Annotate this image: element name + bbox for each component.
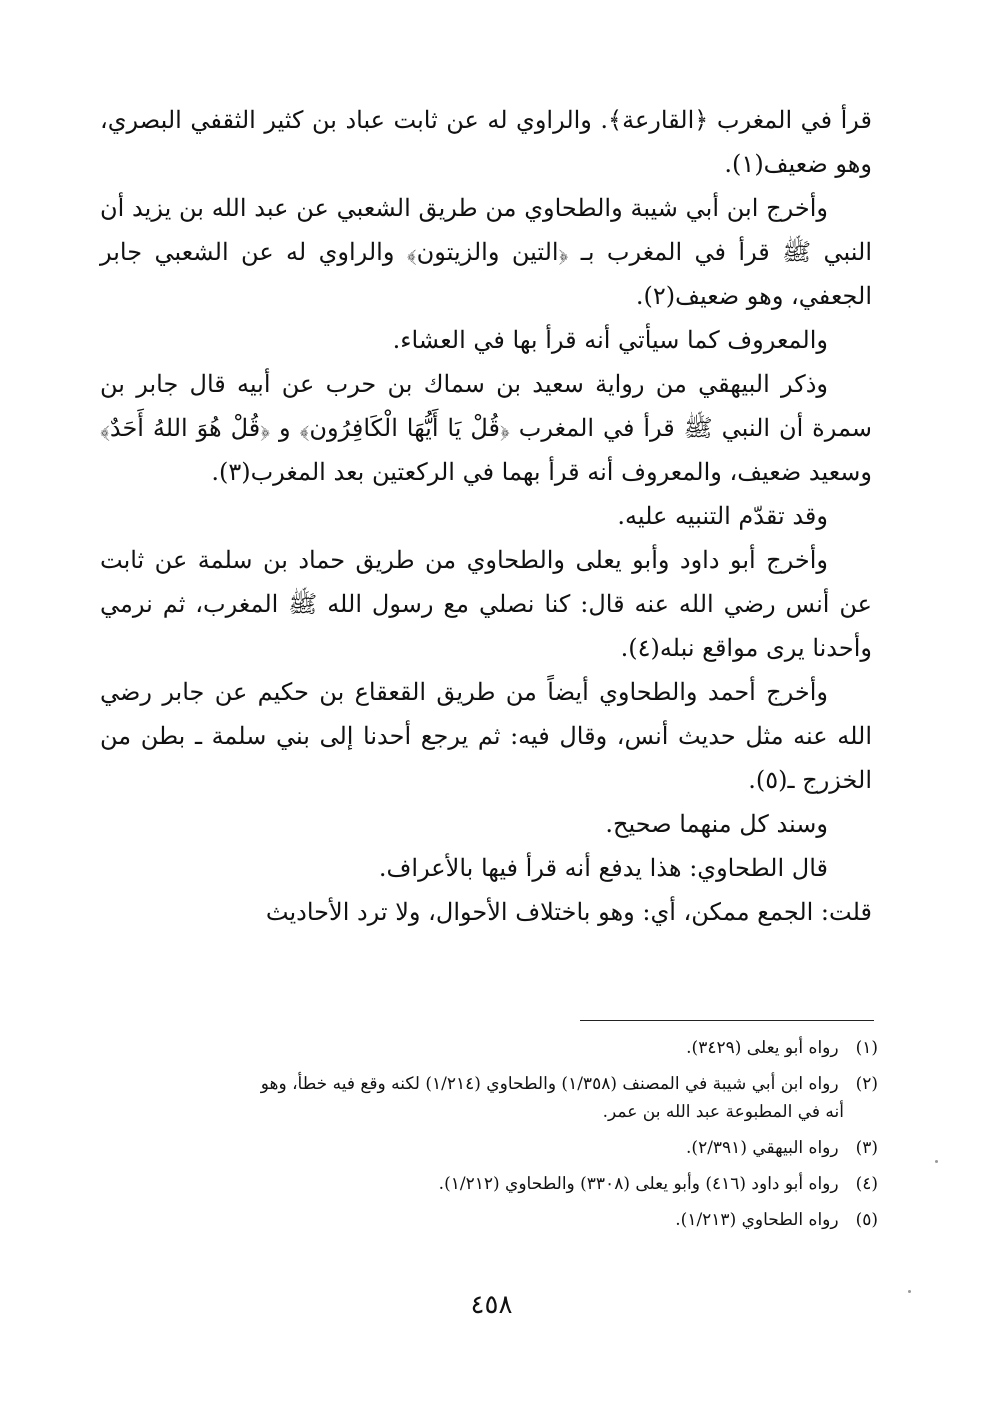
footnote-text: رواه البيهقي (٢/٣٩١). [686,1138,839,1158]
paragraph-8: وسند كل منهما صحيح. [605,810,828,838]
footnote-4 [100,1170,878,1198]
footnote-number: (٤) [855,1174,878,1194]
footnote-separator [580,1020,874,1021]
paragraph-2: وأخرج ابن أبي شيبة والطحاوي من طريق الشعبي عن عبد الله بن يزيد أن النبي ﷺ قرأ في المغرب بـ ﴿التين والزيتون﴾ والراوي له عن الشعبي جابر الجعفي، وهو ضعيف(٢). [100,194,872,310]
footnote-text: رواه الطحاوي (١/٢١٣). [675,1210,839,1230]
paragraph-6: وأخرج أبو داود وأبو يعلى والطحاوي من طريق حماد بن سلمة عن ثابت عن أنس رضي الله عنه قال: كنا نصلي مع رسول الله ﷺ المغرب، ثم نرمي وأحدنا يرى مواقع نبله(٤). [100,546,872,662]
scan-speck [935,1160,938,1163]
paragraph-7: وأخرج أحمد والطحاوي أيضاً من طريق القعقاع بن حكيم عن جابر رضي الله عنه مثل حديث أنس، وقال فيه: ثم يرجع أحدنا إلى بني سلمة ـ بطن من الخزرج ـ(٥). [100,678,872,794]
page-number: ٤٥٨ [470,1290,513,1320]
paragraph-5: وقد تقدّم التنبيه عليه. [617,502,828,530]
paragraph-1: قرأ في المغرب ﴿القارعة﴾. والراوي له عن ثابت عباد بن كثير الثقفي البصري، وهو ضعيف(١). [100,106,872,178]
footnote-2 [100,1070,878,1126]
footnote-1 [100,1034,878,1062]
paragraph-10: قلت: الجمع ممكن، أي: وهو باختلاف الأحوال، ولا ترد الأحاديث [265,898,872,926]
footnote-5 [100,1206,878,1234]
paragraph-4: وذكر البيهقي من رواية سعيد بن سماك بن حرب عن أبيه قال جابر بن سمرة أن النبي ﷺ قرأ في المغرب ﴿قُلْ يَا أَيُّهَا الْكَافِرُون﴾ و ﴿قُلْ هُوَ اللهُ أَحَدٌ﴾ وسعيد ضعيف، والمعروف أنه قرأ بهما في الركعتين بعد المغرب(٣). [100,370,872,486]
footnote-number: (٥) [855,1210,878,1230]
footnote-text: رواه أبو داود (٤١٦) وأبو يعلى (٣٣٠٨) والطحاوي (١/٢١٢). [438,1174,839,1194]
paragraph-3: والمعروف كما سيأتي أنه قرأ بها في العشاء. [392,326,828,354]
paragraph-9: قال الطحاوي: هذا يدفع أنه قرأ فيها بالأعراف. [378,854,828,882]
footnote-number: (٢) [855,1074,878,1094]
footnote-number: (٣) [855,1138,878,1158]
footnote-number: (١) [855,1038,878,1058]
footnote-text: رواه أبو يعلى (٣٤٢٩). [686,1038,839,1058]
main-text [100,98,872,934]
footnote-text-continued: أنه في المطبوعة عبد الله بن عمر. [602,1102,844,1122]
footnotes [100,1034,878,1242]
footnote-text: رواه ابن أبي شيبة في المصنف (١/٣٥٨) والطحاوي (١/٢١٤) لكنه وقع فيه خطأ، وهو [260,1074,839,1094]
scan-speck [908,1290,911,1293]
footnote-3 [100,1134,878,1162]
